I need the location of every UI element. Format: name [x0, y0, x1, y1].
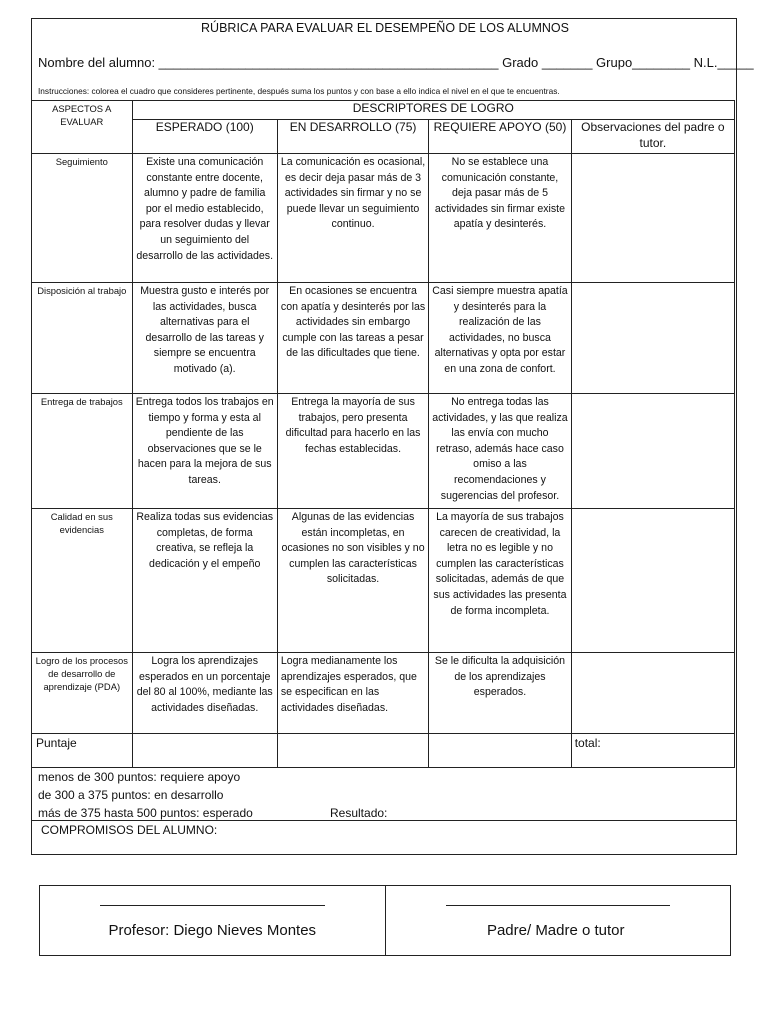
aspect-header: ASPECTOS A EVALUAR	[32, 101, 133, 154]
rubric-sheet	[31, 18, 754, 855]
observaciones-cell[interactable]	[571, 394, 734, 509]
puntaje-label: Puntaje	[32, 734, 133, 768]
column-header-desarrollo: EN DESARROLLO (75)	[277, 120, 428, 154]
esperado-cell[interactable]: Realiza todas sus evidencias completas, de forma creativa, se refleja la dedicación y el empeño	[132, 509, 277, 653]
table-row	[32, 283, 735, 394]
esperado-cell[interactable]: Muestra gusto e interés por las actividades, busca alternativas para el desarrollo de las tareas y siempre se encuentra motivado (a).	[132, 283, 277, 394]
column-header-observaciones: Observaciones del padre o tutor.	[571, 120, 734, 154]
total-label[interactable]: total:	[571, 734, 734, 768]
observaciones-cell[interactable]	[571, 283, 734, 394]
level-header-row	[32, 120, 735, 154]
desarrollo-cell[interactable]: Algunas de las evidencias están incompletas, en ocasiones no son visibles y no cumplen las características solicitadas.	[277, 509, 428, 653]
level-esperado: más de 375 hasta 500 puntos: esperado	[38, 806, 253, 820]
aspect-cell: Entrega de trabajos	[32, 394, 133, 509]
apoyo-cell[interactable]: No se establece una comunicación constante, deja pasar más de 5 actividades sin firmar existe apatía y desinterés.	[429, 154, 572, 283]
level-en-desarrollo: de 300 a 375 puntos: en desarrollo	[38, 788, 224, 802]
signature-line	[446, 905, 671, 906]
aspect-cell: Logro de los procesos de desarrollo de aprendizaje (PDA)	[32, 653, 133, 734]
teacher-signature	[40, 886, 385, 955]
score-levels	[38, 768, 253, 822]
parent-label: Padre/ Madre o tutor	[486, 922, 625, 939]
puntaje-apoyo-cell[interactable]	[429, 734, 572, 768]
column-header-apoyo: REQUIERE APOYO (50)	[429, 120, 572, 154]
esperado-cell[interactable]: Existe una comunicación constante entre docente, alumno y padre de familia por el medio establecido, para resolver dudas y llevar un seguimiento del desarrollo de las actividades.	[132, 154, 277, 283]
observaciones-cell[interactable]	[571, 653, 734, 734]
table-row	[32, 653, 735, 734]
desarrollo-cell[interactable]: Logra medianamente los aprendizajes esperados, que se especifican en las actividades diseñadas.	[277, 653, 428, 734]
observaciones-cell[interactable]	[571, 509, 734, 653]
level-requiere-apoyo: menos de 300 puntos: requiere apoyo	[38, 770, 241, 784]
esperado-cell[interactable]: Logra los aprendizajes esperados en un porcentaje del 80 al 100%, mediante las actividades diseñadas.	[132, 653, 277, 734]
student-info-line: Nombre del alumno: _______________________________________________ Grado _______ Grupo________ N.L._____	[38, 55, 754, 70]
desarrollo-cell[interactable]: La comunicación es ocasional, es decir deja pasar más de 3 actividades sin firmar y no se puede llevar un seguimiento continuo.	[277, 154, 428, 283]
table-row	[32, 154, 735, 283]
table-header-row	[32, 101, 735, 120]
desarrollo-cell[interactable]: En ocasiones se encuentra con apatía y desinterés por las actividades sin embargo cumple con las tareas a pesar de las dificultades que tiene.	[277, 283, 428, 394]
apoyo-cell[interactable]: Casi siempre muestra apatía y desinterés para la realización de las actividades, no busca alternativas y opta por estar en una zona de confort.	[429, 283, 572, 394]
desarrollo-cell[interactable]: Entrega la mayoría de sus trabajos, pero presenta dificultad para hacerlo en las fechas establecidas.	[277, 394, 428, 509]
esperado-cell[interactable]: Entrega todos los trabajos en tiempo y forma y esta al pendiente de las observaciones que se le hacen para la mejora de sus tareas.	[132, 394, 277, 509]
resultado-label: Resultado:	[330, 806, 388, 820]
apoyo-cell[interactable]: No entrega todas las actividades, y las que realiza las envía con mucho retraso, además hace caso omiso a las recomendaciones y sugerencias del profesor.	[429, 394, 572, 509]
puntaje-desarrollo-cell[interactable]	[277, 734, 428, 768]
instructions-text: Instrucciones: colorea el cuadro que consideres pertinente, después suma los puntos y con base a ello indica el nivel en el que te encuentras.	[38, 86, 560, 96]
signature-line	[100, 905, 325, 906]
document-title: RÚBRICA PARA EVALUAR EL DESEMPEÑO DE LOS ALUMNOS	[201, 21, 569, 35]
compromisos-label: COMPROMISOS DEL ALUMNO:	[41, 823, 218, 837]
puntaje-esperado-cell[interactable]	[132, 734, 277, 768]
aspect-cell: Disposición al trabajo	[32, 283, 133, 394]
signature-box	[39, 885, 731, 956]
apoyo-cell[interactable]: Se le dificulta la adquisición de los aprendizajes esperados.	[429, 653, 572, 734]
table-row	[32, 509, 735, 653]
table-row	[32, 394, 735, 509]
score-row	[32, 734, 735, 768]
aspect-cell: Seguimiento	[32, 154, 133, 283]
parent-signature	[385, 886, 731, 955]
teacher-name: Profesor: Diego Nieves Montes	[108, 922, 317, 939]
column-header-esperado: ESPERADO (100)	[132, 120, 277, 154]
aspect-cell: Calidad en sus evidencias	[32, 509, 133, 653]
rubric-table	[31, 100, 735, 768]
divider	[31, 820, 737, 821]
observaciones-cell[interactable]	[571, 154, 734, 283]
apoyo-cell[interactable]: La mayoría de sus trabajos carecen de creatividad, la letra no es legible y no cumplen las características solicitadas, además de que sus actividades las presenta de forma incompleta.	[429, 509, 572, 653]
descriptors-header: DESCRIPTORES DE LOGRO	[132, 101, 734, 120]
